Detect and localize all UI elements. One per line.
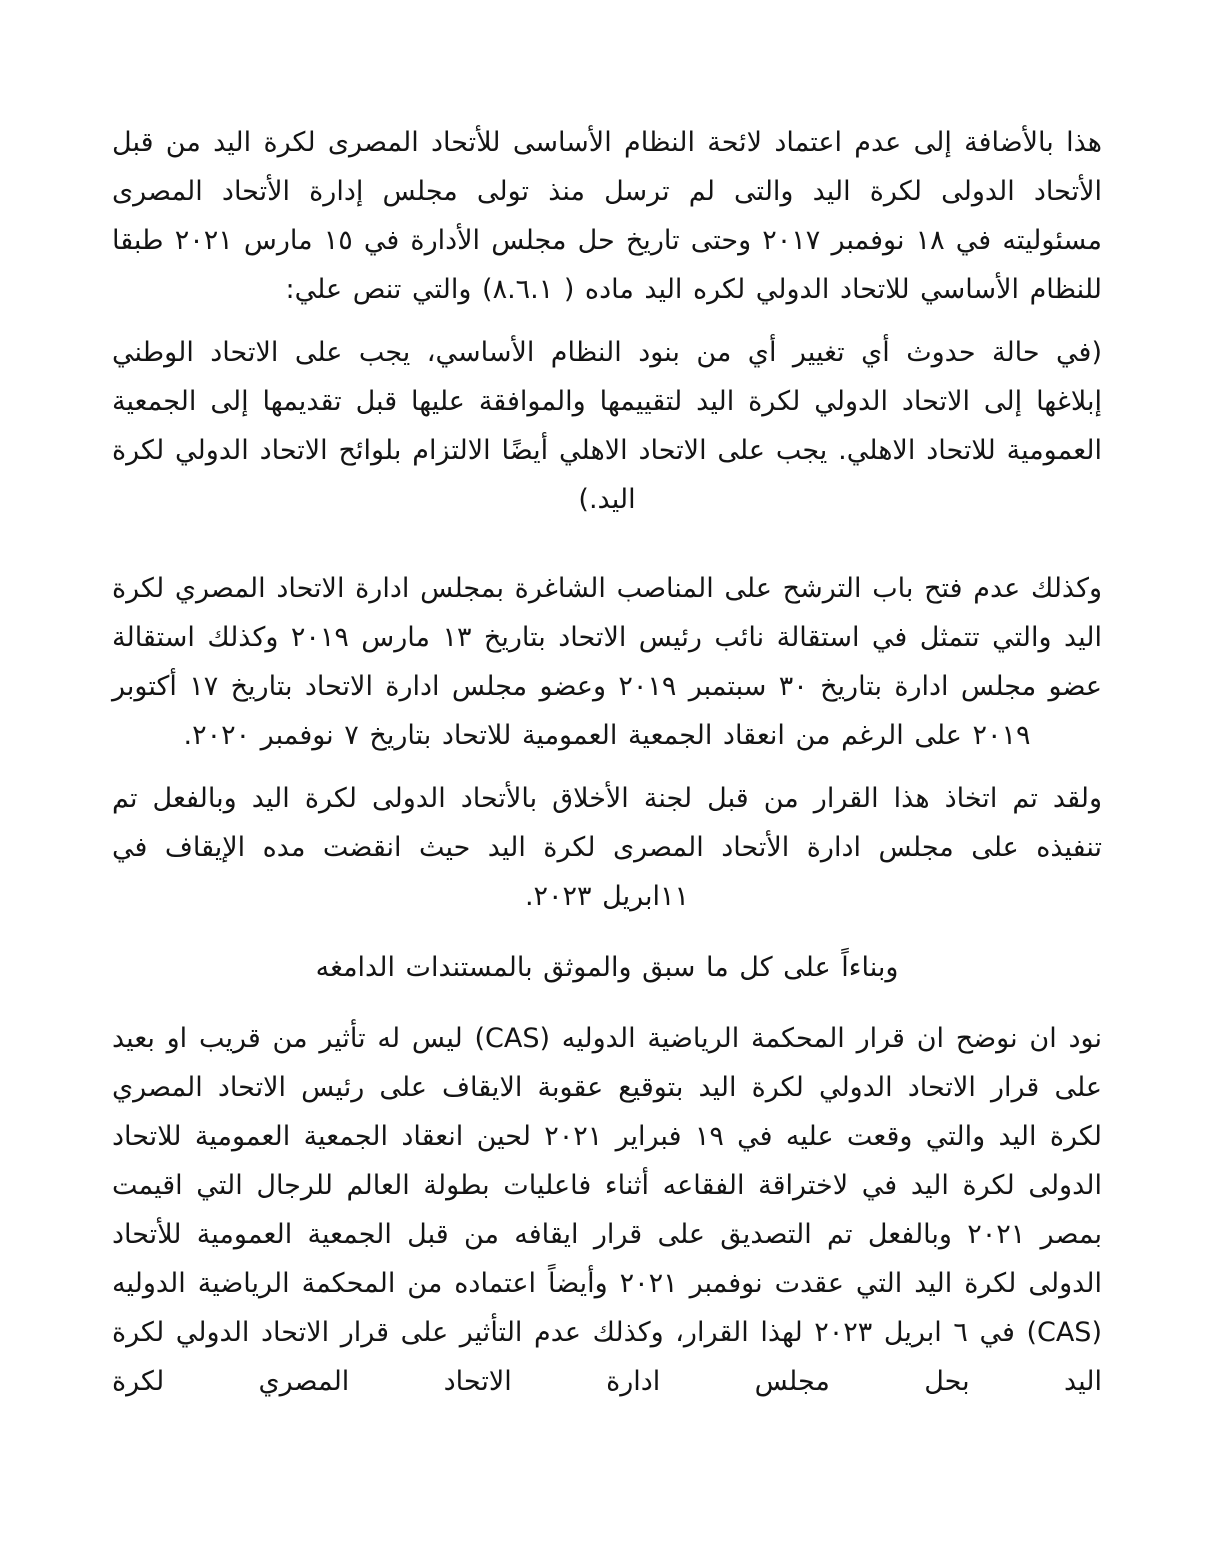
conclusion-heading: وبناءاً على كل ما سبق والموثق بالمستندات الدامغه — [315, 952, 899, 983]
intro-statute-paragraph: هذا بالأضافة إلى عدم اعتماد لائحة النظام الأساسى للأتحاد المصرى لكرة اليد من قبل الأتحاد الدولى لكرة اليد والتى لم ترسل منذ تولى مجلس إدارة الأتحاد المصرى مسئوليته في ١٨ نوفمبر ٢٠١٧ وحتى تاريخ حل مجلس الأدارة في ١٥ مارس ٢٠٢١ طبقا للنظام الأساسي للاتحاد الدولي لكره اليد ماده ( ٨.٦.١) والتي تنص علي: — [112, 127, 1103, 305]
cas-clarification-paragraph: نود ان نوضح ان قرار المحكمة الرياضية الدوليه (CAS) ليس له تأثير من قريب او بعيد على قرار الاتحاد الدولي لكرة اليد بتوقيع عقوبة الايقاف على رئيس الاتحاد المصري لكرة اليد والتي وقعت عليه في ١٩ فبراير ٢٠٢١ لحين انعقاد الجمعية العمومية للاتحاد الدولى لكرة اليد في لاختراقة الفقاعه أثناء فاعليات بطولة العالم للرجال التي اقيمت بمصر ٢٠٢١ وبالفعل تم التصديق على قرار ايقافه من قبل الجمعية العمومية للأتحاد الدولى لكرة اليد التي عقدت نوفمبر ٢٠٢١ وأيضاً اعتماده من المحكمة الرياضية الدوليه (CAS) في ٦ ابريل ٢٠٢٣ لهذا القرار، وكذلك عدم التأثير على قرار الاتحاد الدولي لكرة اليد بحل مجلس ادارة الاتحاد المصري لكرة — [112, 1023, 1103, 1397]
ethics-committee-decision-paragraph: ولقد تم اتخاذ هذا القرار من قبل لجنة الأخلاق بالأتحاد الدولى لكرة اليد وبالفعل تم تنفيذه على مجلس ادارة الأتحاد المصرى لكرة اليد حيث انقضت مده الإيقاف في ١١ابريل ٢٠٢٣. — [112, 783, 1102, 912]
vacant-positions-paragraph: وكذلك عدم فتح باب الترشح على المناصب الشاغرة بمجلس ادارة الاتحاد المصري لكرة اليد والتي تتمثل في استقالة نائب رئيس الاتحاد بتاريخ ١٣ مارس ٢٠١٩ وكذلك استقالة عضو مجلس ادارة بتاريخ ٣٠ سبتمبر ٢٠١٩ وعضو مجلس ادارة الاتحاد بتاريخ ١٧ أكتوبر ٢٠١٩ على الرغم من انعقاد الجمعية العمومية للاتحاد بتاريخ ٧ نوفمبر ٢٠٢٠. — [112, 573, 1103, 751]
ihf-statute-quote: (في حالة حدوث أي تغيير أي من بنود النظام الأساسي، يجب على الاتحاد الوطني إبلاغها إلى الاتحاد الدولي لكرة اليد لتقييمها والموافقة عليها قبل تقديمها إلى الجمعية العمومية للاتحاد الاهلي. يجب على الاتحاد الاهلي أيضًا الالتزام بلوائح الاتحاد الدولي لكرة اليد.) — [112, 337, 1102, 515]
document-body — [112, 118, 1102, 1406]
